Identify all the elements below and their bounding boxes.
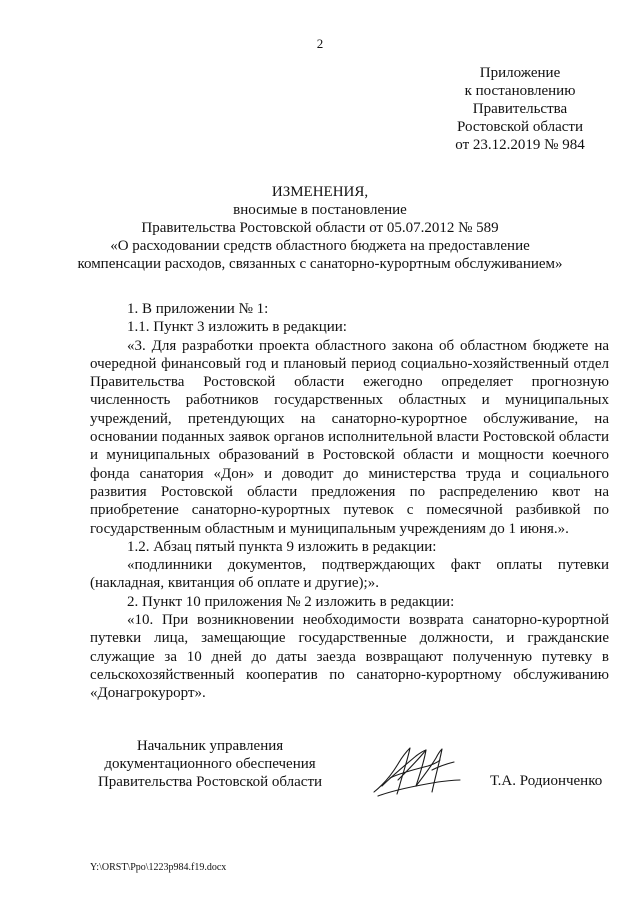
body-paragraph: «10. При возникновении необходимости возврата санаторно-курортной путевки лица, замещающие государственные должности, и гражданские служащие за 10 дней до даты заезда возвращают полученную путевку в сельскохозяйственный кооператив по санаторно-курортному обслуживанию «Донагрокурорт».	[90, 612, 609, 702]
handwritten-signature	[368, 740, 464, 802]
heading-title: ИЗМЕНЕНИЯ,	[271, 184, 369, 200]
document-body	[90, 300, 609, 703]
signatory-title	[90, 737, 330, 791]
body-paragraph: 1.1. Пункт 3 изложить в редакции:	[127, 319, 347, 336]
signer-name: Т.А. Родионченко	[490, 773, 603, 789]
appendix-line: Приложение	[479, 65, 561, 81]
page-number: 2	[316, 36, 324, 51]
heading-line: «О расходовании средств областного бюджета на предоставление	[110, 238, 530, 254]
body-paragraph: 1.2. Абзац пятый пункта 9 изложить в редакции:	[127, 538, 437, 555]
appendix-line: к постановлению	[464, 83, 576, 99]
appendix-block	[425, 64, 615, 154]
document-heading	[40, 183, 600, 273]
signatory-title-line: Правительства Ростовской области	[97, 774, 323, 790]
body-paragraph: «подлинники документов, подтверждающих факт оплаты путевки (накладная, квитанция об оплате и другие);».	[90, 557, 609, 592]
body-paragraph: 2. Пункт 10 приложения № 2 изложить в редакции:	[127, 593, 455, 610]
body-paragraph: 1. В приложении № 1:	[127, 301, 269, 317]
appendix-line: от 23.12.2019 № 984	[455, 137, 585, 153]
appendix-line: Ростовской области	[457, 119, 583, 135]
heading-line: компенсации расходов, связанных с санаторно-курортным обслуживанием»	[77, 256, 563, 272]
heading-line: вносимые в постановление	[233, 202, 407, 218]
signatory-title-line: документационного обеспечения	[104, 756, 316, 772]
appendix-line: Правительства	[472, 101, 568, 117]
body-paragraph: «3. Для разработки проекта областного закона об областном бюджете на очередной финансовый год и плановый период социально-хозяйственный отдел Правительства Ростовской области ежегодно определяет прогнозную численность работников государственных областных и муниципальных учреждений, претендующих на санаторно-курортное обслуживание, на основании поданных заявок органов исполнительной власти Ростовской области и муниципальных образований в Ростовской области и мощности коечного фонда санатория «Дон» и доводит до министерства труда и социального развития Ростовской области предложения по распределению квот на приобретение санаторно-курортных путевок с помесячной разбивкой по государственным областным и муниципальным учреждениям до 1 июня.».	[90, 337, 609, 537]
signatory-title-line: Начальник управления	[136, 738, 284, 754]
heading-line: Правительства Ростовской области от 05.07.2012 № 589	[141, 220, 499, 236]
file-path-footer: Y:\ORST\Ppo\1223p984.f19.docx	[90, 862, 227, 873]
